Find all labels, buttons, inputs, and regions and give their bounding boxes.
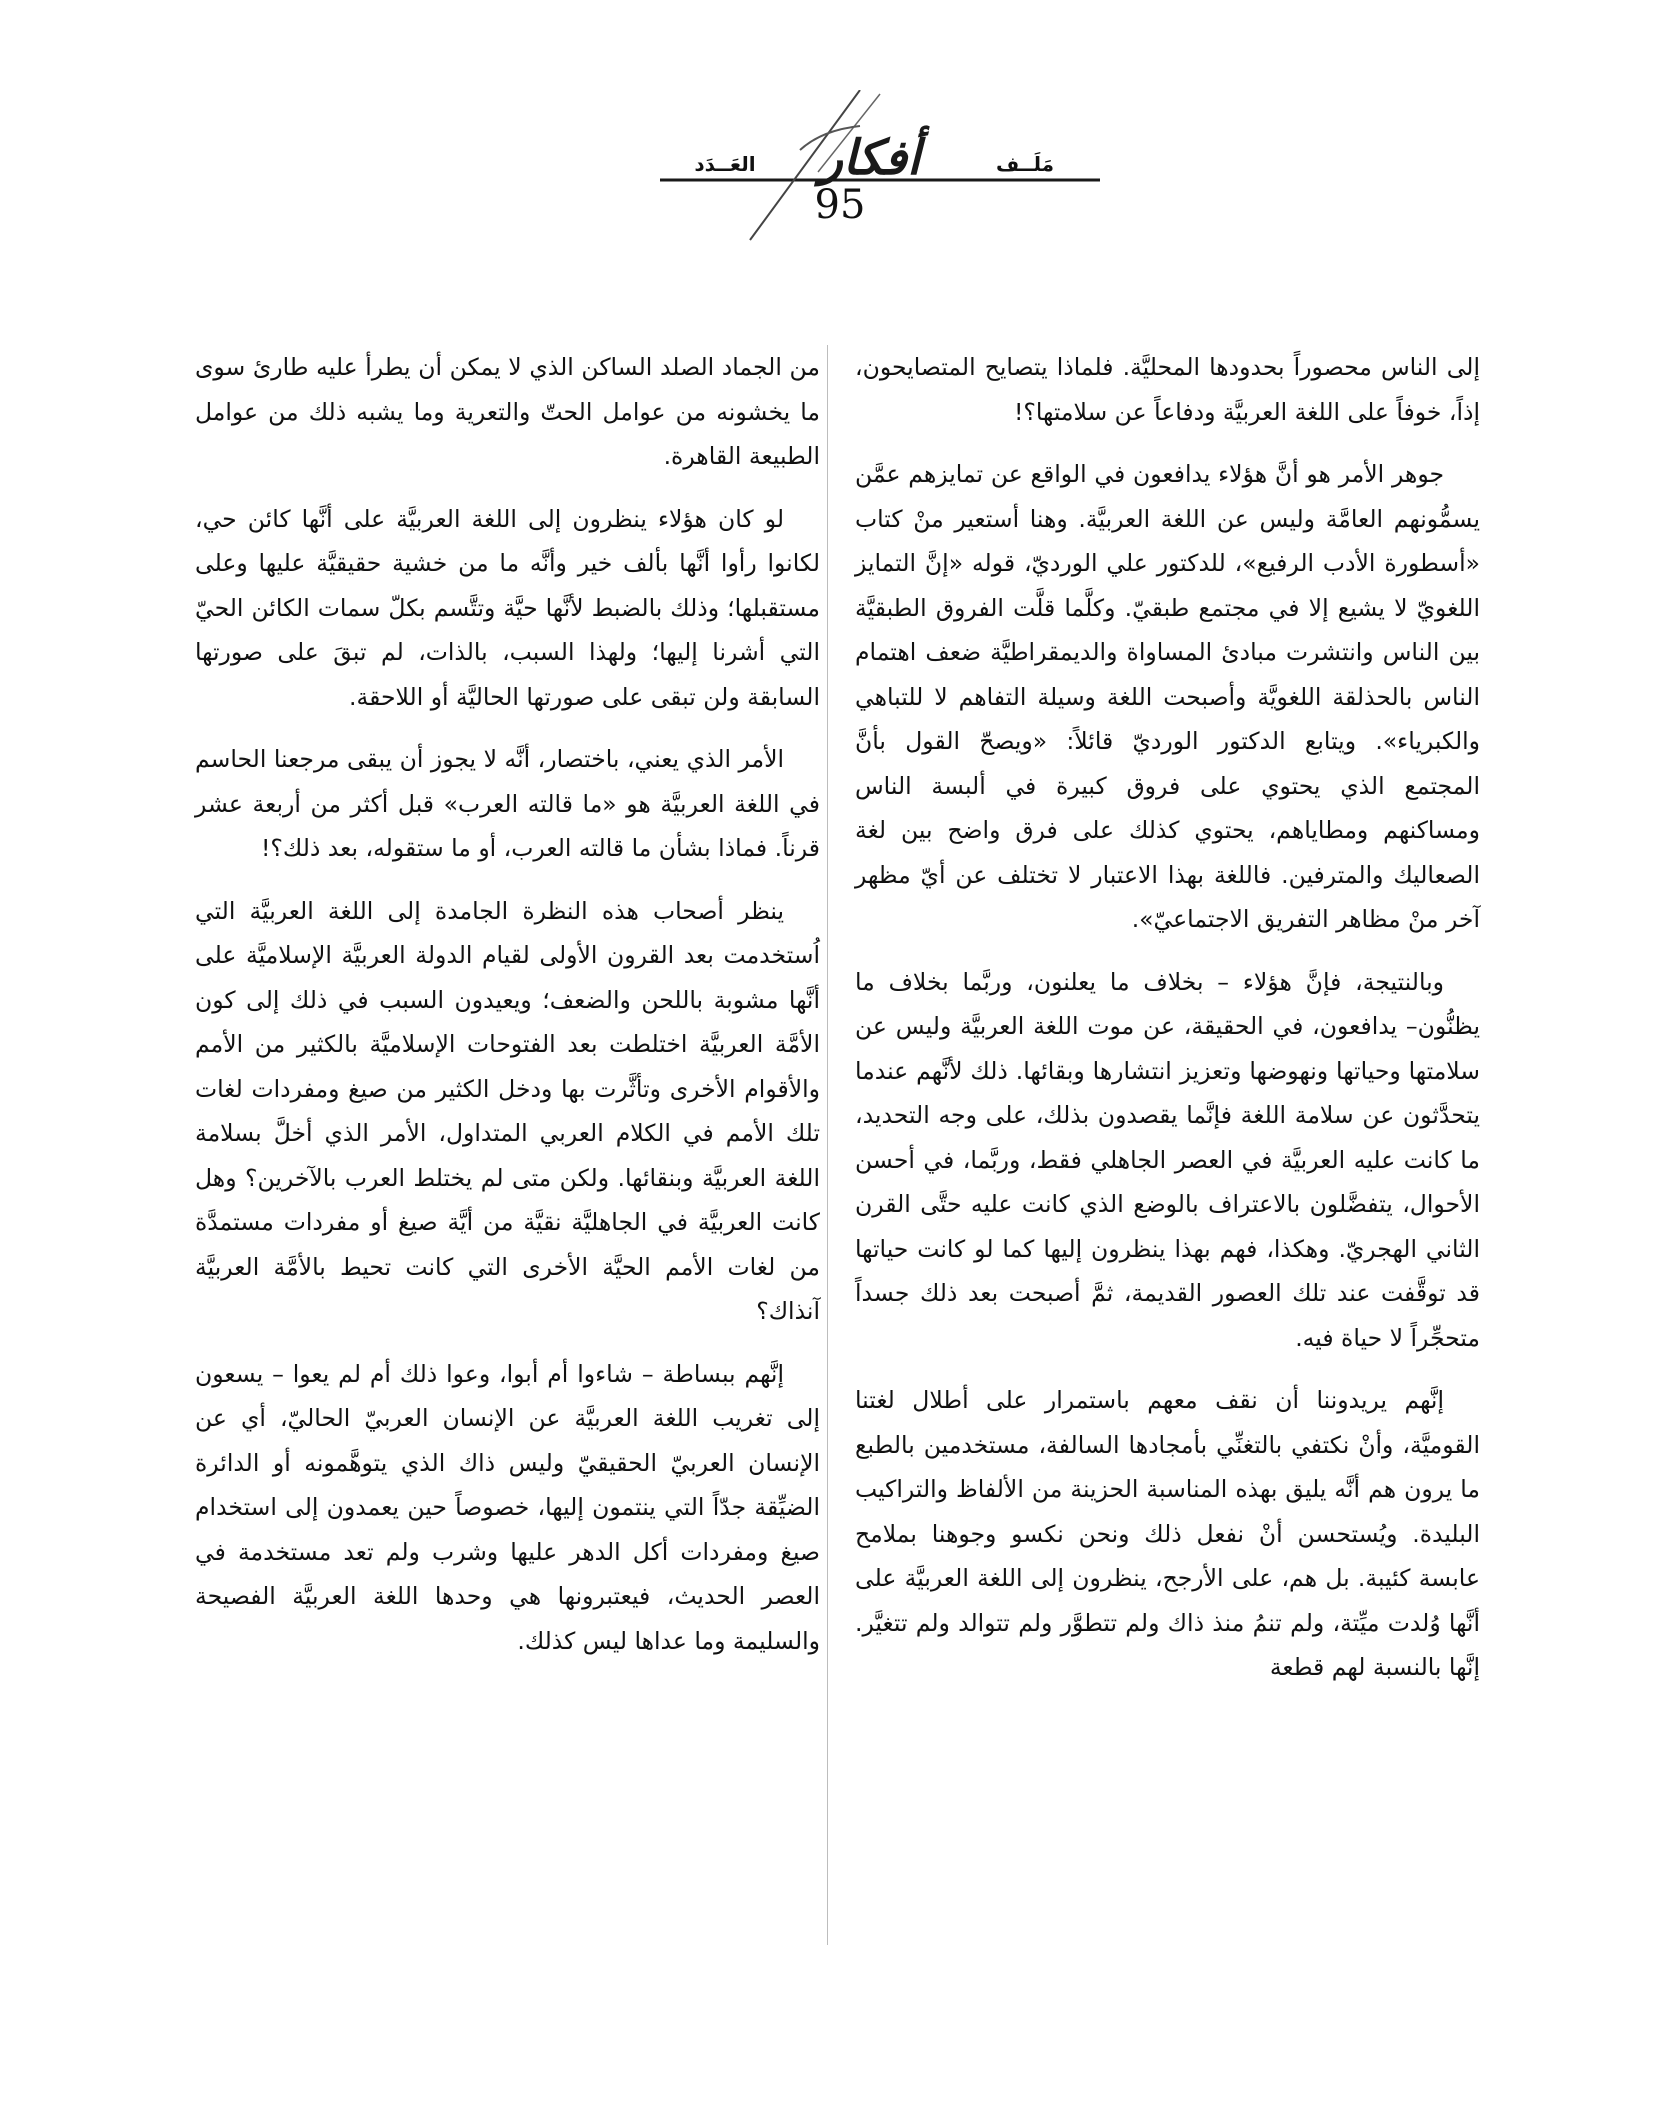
column-divider <box>827 345 828 1945</box>
left-column <box>195 345 820 1681</box>
issue-label: العَــدَد <box>694 152 756 176</box>
right-column <box>855 345 1480 1708</box>
page-header <box>560 90 1120 260</box>
paragraph: إلى الناس محصوراً بحدودها المحليَّة. فلماذا يتصايح المتصايحون، إذاً، خوفاً على اللغة العربيَّة ودفاعاً عن سلامتها؟! <box>855 353 1480 426</box>
paragraph: لو كان هؤلاء ينظرون إلى اللغة العربيَّة على أنَّها كائن حي، لكانوا رأوا أنَّها بألف خير وأنَّه ما من خشية حقيقيَّة عليها وعلى مستقبلها؛ وذلك بالضبط لأنَّها حيَّة وتتَّسم بكلّ سمات الكائن الحيّ التي أشرنا إليها؛ ولهذا السبب، بالذات، لم تبقَ على صورتها السابقة ولن تبقى على صورتها الحاليَّة أو اللاحقة. <box>195 504 820 711</box>
section-title: مَلَــف <box>995 152 1055 176</box>
paragraph: إنَّهم يريدوننا أن نقف معهم باستمرار على أطلال لغتنا القوميَّة، وأنْ نكتفي بالتغنِّي بأمجادها السالفة، مستخدمين بالطبع ما يرون هم أنَّه يليق بهذه المناسبة الحزينة من الألفاظ والتراكيب البليدة. ويُستحسن أنْ نفعل ذلك ونحن نكسو وجوهنا بملامح عابسة كئيبة. بل هم، على الأرجح، ينظرون إلى اللغة العربيَّة على أنَّها وُلدت ميِّتة، ولم تنمُ منذ ذاك ولم تتطوَّر ولم تتوالد ولم تتغيَّر. إنَّها بالنسبة لهم قطعة <box>855 1386 1480 1681</box>
magazine-name: أفكار <box>819 130 921 186</box>
paragraph: وبالنتيجة، فإنَّ هؤلاء – بخلاف ما يعلنون، وربَّما بخلاف ما يظنُّون– يدافعون، في الحقيقة، عن موت اللغة العربيَّة وليس عن سلامتها وحياتها ونهوضها وتعزيز انتشارها وبقائها. ذلك لأنَّهم عندما يتحدَّثون عن سلامة اللغة فإنَّما يقصدون بذلك، على وجه التحديد، ما كانت عليه العربيَّة في العصر الجاهلي فقط، وربَّما، في أحسن الأحوال، يتفضَّلون بالاعتراف بالوضع الذي كانت عليه حتَّى القرن الثاني الهجريّ. وهكذا، فهم بهذا ينظرون إليها كما لو كانت حياتها قد توقَّفت عند تلك العصور القديمة، ثمَّ أصبحت بعد ذلك جسداً متحجِّراً لا حياة فيه. <box>855 967 1480 1352</box>
paragraph: إنَّهم ببساطة – شاءوا أم أبوا، وعوا ذلك أم لم يعوا – يسعون إلى تغريب اللغة العربيَّة عن الإنسان العربيّ الحاليّ، أي عن الإنسان العربيّ الحقيقيّ وليس ذاك الذي يتوهَّمونه أو الدائرة الضيِّقة جدّاً التي ينتمون إليها، خصوصاً حين يعمدون إلى استخدام صيغ ومفردات أكل الدهر عليها وشرب ولم تعد مستخدمة في العصر الحديث، فيعتبرونها هي وحدها اللغة العربيَّة الفصيحة والسليمة وما عداها ليس كذلك. <box>195 1359 820 1655</box>
paragraph: من الجماد الصلد الساكن الذي لا يمكن أن يطرأ عليه طارئ سوى ما يخشونه من عوامل الحتّ والتعرية وما يشبه ذلك من عوامل الطبيعة القاهرة. <box>195 353 820 470</box>
paragraph: ينظر أصحاب هذه النظرة الجامدة إلى اللغة العربيَّة التي اُستخدمت بعد القرون الأولى لقيام الدولة العربيَّة الإسلاميَّة على أنَّها مشوبة باللحن والضعف؛ ويعيدون السبب في ذلك إلى كون الأمَّة العربيَّة اختلطت بعد الفتوحات الإسلاميَّة بالكثير من الأمم والأقوام الأخرى وتأثَّرت بها ودخل الكثير من صيغ ومفردات لغات تلك الأمم في الكلام العربي المتداول، الأمر الذي أخلَّ بسلامة اللغة العربيَّة وبنقائها. ولكن متى لم يختلط العرب بالآخرين؟ وهل كانت العربيَّة في الجاهليَّة نقيَّة من أيَّة صيغ أو مفردات مستمدَّة من لغات الأمم الحيَّة الأخرى التي كانت تحيط بالأمَّة العربيَّة آنذاك؟ <box>195 896 820 1325</box>
paragraph: جوهر الأمر هو أنَّ هؤلاء يدافعون في الواقع عن تمايزهم عمَّن يسمُّونهم العامَّة وليس عن اللغة العربيَّة. وهنا أستعير منْ كتاب «أسطورة الأدب الرفيع»، للدكتور علي الورديّ، قوله «إنَّ التمايز اللغويّ لا يشيع إلا في مجتمع طبقيّ. وكلَّما قلَّت الفروق الطبقيَّة بين الناس وانتشرت مبادئ المساواة والديمقراطيَّة ضعف اهتمام الناس بالحذلقة اللغويَّة وأصبحت اللغة وسيلة التفاهم لا للتباهي والكبرياء». ويتابع الدكتور الورديّ قائلاً: «ويصحّ القول بأنَّ المجتمع الذي يحتوي على فروق كبيرة في ألبسة الناس ومساكنهم ومطاياهم، يحتوي كذلك على فرق واضح بين لغة الصعاليك والمترفين. فاللغة بهذا الاعتبار لا تختلف عن أيّ مظهر آخر منْ مظاهر التفريق الاجتماعيّ». <box>855 460 1480 933</box>
paragraph: الأمر الذي يعني، باختصار، أنَّه لا يجوز أن يبقى مرجعنا الحاسم في اللغة العربيَّة هو «ما قالته العرب» قبل أكثر من أربعة عشر قرناً. فماذا بشأن ما قالته العرب، أو ما ستقوله، بعد ذلك؟! <box>195 745 820 862</box>
page-number: 95 <box>814 182 866 228</box>
